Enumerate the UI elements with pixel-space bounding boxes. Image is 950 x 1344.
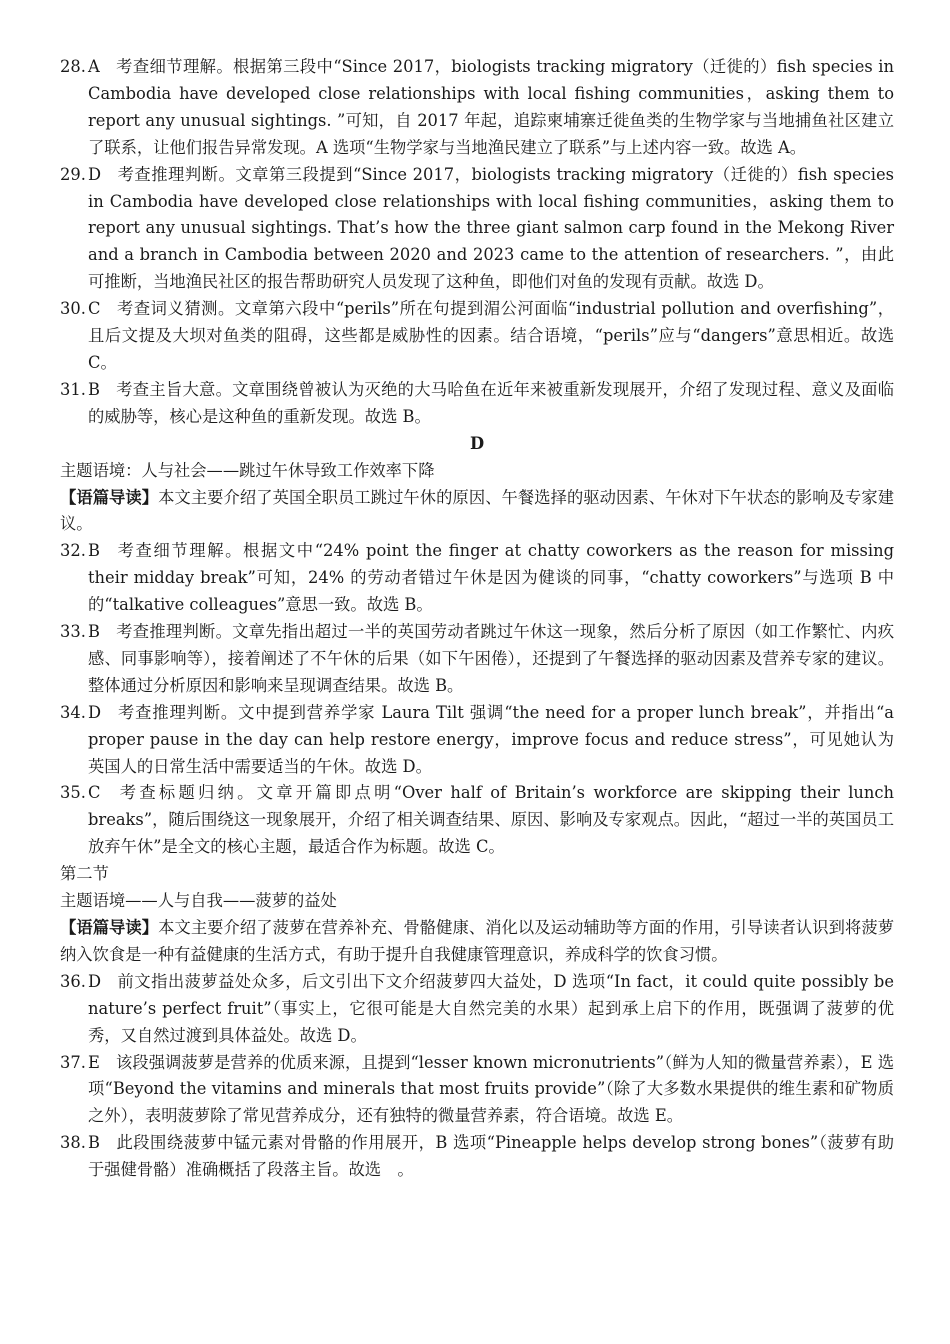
answer-list-part3 (60, 969, 894, 1184)
answer-key-page (60, 54, 894, 1184)
answer-item-28 (60, 54, 894, 162)
answer-item-30 (60, 296, 894, 377)
item-number: 37. (60, 1052, 86, 1072)
answer-item-33 (60, 619, 894, 700)
item-number: 36. (60, 971, 86, 991)
item-explanation: 考查细节理解。根据文中“24% point the finger at chatty coworkers as the reason for missing their midday break”可知，24% 的劳动者错过午休是因为健谈的同事，“chatty coworkers”与选项 B 中的“talkative colleagues”意思一致。故选 B。 (88, 541, 894, 615)
item-explanation: 考查推理判断。文章第三段提到“Since 2017，biologists tracking migratory（迁徙的）fish species in Cambodia have developed close relationships with local fishing communities，asking them to report any unusual sightings. That’s how the three giant salmon carp found in the Mekong River and a branch in Cambodia between 2020 and 2023 came to the attention of researchers. ”，由此可推断，当地渔民社区的报告帮助研究人员发现了这种鱼，即他们对鱼的发现有贡献。故选 D。 (88, 164, 894, 292)
item-explanation: 考查推理判断。文章先指出超过一半的英国劳动者跳过午休这一现象，然后分析了原因（如工作繁忙、内疚感、同事影响等），接着阐述了不午休的后果（如下午困倦），还提到了午餐选择的驱动因素及营养专家的建议。整体通过分析原因和影响来呈现调查结果。故选 B。 (88, 622, 894, 695)
item-number: 30. (60, 299, 86, 319)
item-answer: B (88, 1133, 100, 1153)
item-answer: D (88, 971, 102, 991)
answer-item-32 (60, 538, 894, 619)
item-answer: C (88, 783, 101, 803)
answer-item-38 (60, 1130, 894, 1184)
lead-text: 本文主要介绍了菠萝在营养补充、骨骼健康、消化以及运动辅助等方面的作用，引导读者认识到将菠萝纳入饮食是一种有益健康的生活方式，有助于提升自我健康管理意识，养成科学的饮食习惯。 (60, 918, 894, 964)
item-number: 28. (60, 57, 86, 76)
section-two-theme: 主题语境——人与自我——菠萝的益处 (60, 891, 337, 911)
item-answer: C (88, 299, 101, 319)
item-explanation: 考查细节理解。根据第三段中“Since 2017，biologists tracking migratory（迁徙的）fish species in Cambodia have developed close relationships with local fishing communities，asking them to report any unusual sightings. ”可知，自 2017 年起，追踪柬埔寨迁徙鱼类的生物学家与当地捕鱼社区建立了联系，让他们报告异常发现。A 选项“生物学家与当地渔民建立了联系”与上述内容一致。故选 A。 (88, 57, 894, 157)
lead-tag: 【语篇导读】 (60, 487, 159, 507)
item-answer: D (88, 164, 102, 184)
answer-item-36 (60, 969, 894, 1050)
section-d-lead (60, 485, 894, 539)
item-answer: B (88, 379, 100, 399)
answer-item-37 (60, 1050, 894, 1131)
item-explanation: 该段强调菠萝是营养的优质来源，且提到“lesser known micronutrients”（鲜为人知的微量营养素），E 选项“Beyond the vitamins and minerals that most fruits provide”（除了大多数水果提供的维生素和矿物质之外），表明菠萝除了常见营养成分，还有独特的微量营养素，符合语境。故选 E。 (88, 1052, 894, 1126)
item-answer: B (88, 541, 100, 561)
section-two-title: 第二节 (60, 864, 109, 884)
item-explanation: 考查标题归纳。文章开篇即点明“Over half of Britain’s workforce are skipping their lunch breaks”，随后围绕这一现象展开，介绍了相关调查结果、原因、影响及专家观点。因此，“超过一半的英国员工放弃午休”是全文的核心主题，最适合作为标题。故选 C。 (88, 783, 894, 857)
item-explanation: 考查词义猜测。文章第六段中“perils”所在句提到湄公河面临“industrial pollution and overfishing”，且后文提及大坝对鱼类的阻碍，这些都是威胁性的因素。结合语境，“perils”应与“dangers”意思相近。故选 C。 (88, 299, 894, 372)
lead-text: 本文主要介绍了英国全职员工跳过午休的原因、午餐选择的驱动因素、午休对下午状态的影响及专家建议。 (60, 487, 894, 534)
section-d-theme: 主题语境：人与社会——跳过午休导致工作效率下降 (60, 460, 435, 480)
answer-item-34 (60, 700, 894, 781)
item-number: 31. (60, 379, 86, 399)
answer-list-part2 (60, 538, 894, 861)
lead-tag: 【语篇导读】 (60, 918, 159, 937)
item-answer: E (88, 1052, 100, 1072)
item-explanation: 前文指出菠萝益处众多，后文引出下文介绍菠萝四大益处，D 选项“In fact，it could quite possibly be nature’s perfect fruit”（事实上，它很可能是大自然完美的水果）起到承上启下的作用，既强调了菠萝的优秀，又自然过渡到具体益处。故选 D。 (88, 971, 894, 1045)
section-two-lead (60, 915, 894, 969)
item-answer: D (88, 702, 102, 722)
item-number: 32. (60, 541, 86, 561)
item-number: 33. (60, 622, 86, 642)
item-explanation: 考查主旨大意。文章围绕曾被认为灭绝的大马哈鱼在近年来被重新发现展开，介绍了发现过程、意义及面临的威胁等，核心是这种鱼的重新发现。故选 B。 (88, 379, 894, 426)
item-answer: B (88, 622, 100, 642)
answer-list-part1 (60, 54, 894, 431)
answer-item-31 (60, 377, 894, 431)
item-explanation: 考查推理判断。文中提到营养学家 Laura Tilt 强调“the need for a proper lunch break”，并指出“a proper pause in the day can help restore energy，improve focus and reduce stress”，可见她认为英国人的日常生活中需要适当的午休。故选 D。 (88, 702, 894, 776)
item-number: 38. (60, 1133, 86, 1153)
answer-item-35 (60, 780, 894, 861)
item-number: 29. (60, 164, 86, 184)
item-number: 34. (60, 702, 86, 722)
item-number: 35. (60, 783, 86, 803)
item-answer: A (88, 57, 100, 76)
section-d-heading: D (469, 433, 485, 453)
answer-item-29 (60, 162, 894, 297)
item-explanation: 此段围绕菠萝中锰元素对骨骼的作用展开，B 选项“Pineapple helps develop strong bones”（菠萝有助于强健骨骼）准确概括了段落主旨。故选 。 (88, 1133, 894, 1180)
